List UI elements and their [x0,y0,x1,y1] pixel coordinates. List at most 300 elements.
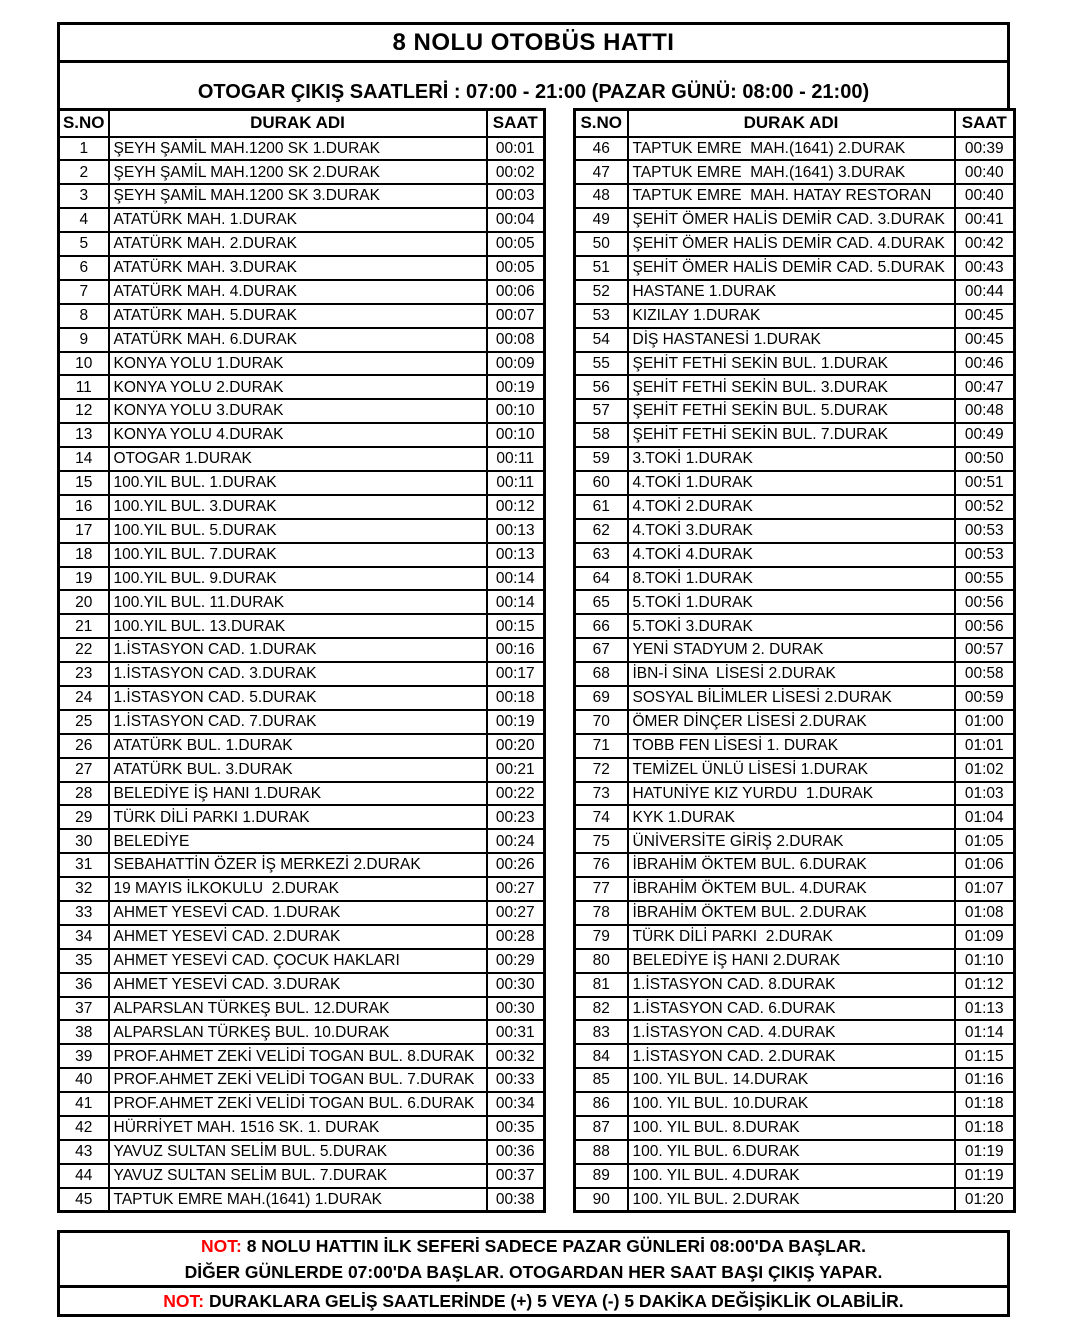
row-number-cell: 47 [575,160,628,184]
stop-name-cell: ATATÜRK BUL. 1.DURAK [109,734,487,758]
row-number-cell: 64 [575,567,628,591]
stop-name-cell: 100. YIL BUL. 2.DURAK [628,1188,955,1212]
row-number-cell: 38 [59,1020,109,1044]
stop-name-cell: 100.YIL BUL. 1.DURAK [109,471,487,495]
table-row [59,256,545,280]
time-cell: 00:16 [487,638,545,662]
time-cell: 00:11 [487,447,545,471]
time-cell: 00:39 [955,137,1015,161]
stop-name-cell: ATATÜRK MAH. 3.DURAK [109,256,487,280]
table-row [59,925,545,949]
stop-name-cell: 100.YIL BUL. 11.DURAK [109,590,487,614]
time-cell: 01:14 [955,1020,1015,1044]
stop-name-cell: TAPTUK EMRE MAH.(1641) 1.DURAK [109,1188,487,1212]
time-cell: 00:57 [955,638,1015,662]
time-cell: 00:03 [487,184,545,208]
time-cell: 01:19 [955,1140,1015,1164]
time-cell: 00:45 [955,328,1015,352]
table-row [575,925,1015,949]
row-number-cell: 83 [575,1020,628,1044]
stop-name-cell: 100.YIL BUL. 13.DURAK [109,614,487,638]
row-number-cell: 19 [59,567,109,591]
note-prefix: NOT: [201,1236,242,1257]
stop-name-cell: ATATÜRK MAH. 2.DURAK [109,232,487,256]
row-number-cell: 34 [59,925,109,949]
stop-name-cell: 8.TOKİ 1.DURAK [628,567,955,591]
time-cell: 00:12 [487,495,545,519]
row-number-cell: 3 [59,184,109,208]
row-number-cell: 59 [575,447,628,471]
time-cell: 00:30 [487,997,545,1021]
header-row [59,110,545,137]
stop-name-cell: KONYA YOLU 4.DURAK [109,423,487,447]
table-row [59,877,545,901]
row-number-cell: 33 [59,901,109,925]
time-cell: 01:19 [955,1164,1015,1188]
stop-name-cell: 19 MAYIS İLKOKULU 2.DURAK [109,877,487,901]
time-cell: 00:10 [487,423,545,447]
time-cell: 01:18 [955,1092,1015,1116]
table-row [59,590,545,614]
row-number-cell: 85 [575,1068,628,1092]
time-cell: 00:34 [487,1092,545,1116]
row-number-cell: 28 [59,782,109,806]
stop-name-cell: İBRAHİM ÖKTEM BUL. 6.DURAK [628,853,955,877]
stop-name-cell: 1.İSTASYON CAD. 1.DURAK [109,638,487,662]
stop-name-cell: HASTANE 1.DURAK [628,280,955,304]
time-cell: 00:56 [955,590,1015,614]
row-number-cell: 27 [59,758,109,782]
table-row [575,877,1015,901]
table-row [59,567,545,591]
stop-name-cell: PROF.AHMET ZEKİ VELİDİ TOGAN BUL. 6.DURAK [109,1092,487,1116]
table-row [59,399,545,423]
column-header-stop: DURAK ADI [628,110,955,137]
table-row [575,1164,1015,1188]
stop-name-cell: ŞEYH ŞAMİL MAH.1200 SK 2.DURAK [109,160,487,184]
row-number-cell: 35 [59,949,109,973]
row-number-cell: 37 [59,997,109,1021]
table-row [59,352,545,376]
row-number-cell: 8 [59,304,109,328]
stop-name-cell: ŞEYH ŞAMİL MAH.1200 SK 3.DURAK [109,184,487,208]
table-row [59,1020,545,1044]
stop-name-cell: ATATÜRK MAH. 5.DURAK [109,304,487,328]
time-cell: 00:46 [955,352,1015,376]
stop-name-cell: ALPARSLAN TÜRKEŞ BUL. 12.DURAK [109,997,487,1021]
stop-name-cell: AHMET YESEVİ CAD. 3.DURAK [109,973,487,997]
table-row [59,1068,545,1092]
table-row [59,1188,545,1212]
row-number-cell: 30 [59,829,109,853]
time-cell: 00:37 [487,1164,545,1188]
stop-name-cell: 100.YIL BUL. 9.DURAK [109,567,487,591]
time-cell: 00:42 [955,232,1015,256]
time-cell: 00:40 [955,184,1015,208]
row-number-cell: 74 [575,805,628,829]
row-number-cell: 11 [59,375,109,399]
table-row [575,614,1015,638]
table-row [59,447,545,471]
stop-name-cell: ŞEHİT FETHİ SEKİN BUL. 3.DURAK [628,375,955,399]
table-row [575,543,1015,567]
row-number-cell: 69 [575,686,628,710]
stop-name-cell: ALPARSLAN TÜRKEŞ BUL. 10.DURAK [109,1020,487,1044]
row-number-cell: 12 [59,399,109,423]
stop-name-cell: YAVUZ SULTAN SELİM BUL. 5.DURAK [109,1140,487,1164]
row-number-cell: 58 [575,423,628,447]
row-number-cell: 76 [575,853,628,877]
table-row [575,447,1015,471]
time-cell: 01:00 [955,710,1015,734]
row-number-cell: 48 [575,184,628,208]
table-row [575,256,1015,280]
time-cell: 01:10 [955,949,1015,973]
row-number-cell: 39 [59,1044,109,1068]
table-row [575,471,1015,495]
table-row [575,137,1015,161]
row-number-cell: 88 [575,1140,628,1164]
table-row [575,805,1015,829]
table-row [575,686,1015,710]
note-prefix: NOT: [163,1291,205,1312]
stop-name-cell: AHMET YESEVİ CAD. 1.DURAK [109,901,487,925]
row-number-cell: 44 [59,1164,109,1188]
table-row [575,160,1015,184]
row-number-cell: 36 [59,973,109,997]
time-cell: 00:55 [955,567,1015,591]
table-row [575,495,1015,519]
table-row [575,1116,1015,1140]
table-row [59,280,545,304]
stop-name-cell: PROF.AHMET ZEKİ VELİDİ TOGAN BUL. 7.DURAK [109,1068,487,1092]
time-cell: 00:56 [955,614,1015,638]
time-cell: 01:09 [955,925,1015,949]
stop-name-cell: SEBAHATTİN ÖZER İŞ MERKEZİ 2.DURAK [109,853,487,877]
table-row [59,949,545,973]
time-cell: 00:17 [487,662,545,686]
time-cell: 00:08 [487,328,545,352]
note-text: DURAKLARA GELİŞ SAATLERİNDE (+) 5 VEYA (-) 5 DAKİKA DEĞİŞİKLİK OLABİLİR. [204,1291,904,1312]
time-cell: 00:01 [487,137,545,161]
stop-name-cell: 1.İSTASYON CAD. 4.DURAK [628,1020,955,1044]
time-cell: 00:27 [487,877,545,901]
time-cell: 00:14 [487,590,545,614]
stop-name-cell: KONYA YOLU 1.DURAK [109,352,487,376]
time-cell: 00:15 [487,614,545,638]
stop-name-cell: 100. YIL BUL. 4.DURAK [628,1164,955,1188]
time-cell: 00:26 [487,853,545,877]
note-box-variation [57,1285,1010,1317]
row-number-cell: 52 [575,280,628,304]
table-row [575,519,1015,543]
stop-name-cell: ŞEHİT ÖMER HALİS DEMİR CAD. 3.DURAK [628,208,955,232]
stop-name-cell: 5.TOKİ 1.DURAK [628,590,955,614]
stop-name-cell: 1.İSTASYON CAD. 8.DURAK [628,973,955,997]
stop-name-cell: 100. YIL BUL. 8.DURAK [628,1116,955,1140]
stop-name-cell: 1.İSTASYON CAD. 2.DURAK [628,1044,955,1068]
table-row [575,423,1015,447]
stop-name-cell: ATATÜRK MAH. 6.DURAK [109,328,487,352]
stop-name-cell: PROF.AHMET ZEKİ VELİDİ TOGAN BUL. 8.DURAK [109,1044,487,1068]
stop-name-cell: TÜRK DİLİ PARKI 2.DURAK [628,925,955,949]
time-cell: 00:47 [955,375,1015,399]
stop-name-cell: ŞEHİT FETHİ SEKİN BUL. 5.DURAK [628,399,955,423]
row-number-cell: 42 [59,1116,109,1140]
table-row [59,973,545,997]
stop-name-cell: KIZILAY 1.DURAK [628,304,955,328]
note-box-schedule [57,1230,1010,1288]
row-number-cell: 51 [575,256,628,280]
note-line [60,1288,1007,1314]
time-cell: 00:52 [955,495,1015,519]
row-number-cell: 17 [59,519,109,543]
stop-name-cell: SOSYAL BİLİMLER LİSESİ 2.DURAK [628,686,955,710]
time-cell: 00:44 [955,280,1015,304]
time-cell: 00:33 [487,1068,545,1092]
column-header-time: SAAT [487,110,545,137]
row-number-cell: 61 [575,495,628,519]
row-number-cell: 75 [575,829,628,853]
table-row [575,208,1015,232]
time-cell: 01:07 [955,877,1015,901]
row-number-cell: 31 [59,853,109,877]
time-cell: 00:24 [487,829,545,853]
stop-name-cell: ATATÜRK MAH. 4.DURAK [109,280,487,304]
row-number-cell: 79 [575,925,628,949]
row-number-cell: 23 [59,662,109,686]
table-row [575,758,1015,782]
row-number-cell: 18 [59,543,109,567]
departure-hours-subtitle [57,63,1010,108]
time-cell: 00:14 [487,567,545,591]
table-row [59,901,545,925]
time-cell: 00:32 [487,1044,545,1068]
time-cell: 01:01 [955,734,1015,758]
table-row [59,710,545,734]
table-row [59,1116,545,1140]
time-cell: 00:45 [955,304,1015,328]
table-row [59,997,545,1021]
table-row [575,1020,1015,1044]
row-number-cell: 32 [59,877,109,901]
row-number-cell: 80 [575,949,628,973]
stop-name-cell: 100. YIL BUL. 6.DURAK [628,1140,955,1164]
row-number-cell: 40 [59,1068,109,1092]
stop-name-cell: 100.YIL BUL. 7.DURAK [109,543,487,567]
note-line [60,1233,1007,1259]
row-number-cell: 2 [59,160,109,184]
table-row [575,232,1015,256]
schedule-tables [57,108,1010,1213]
time-cell: 00:49 [955,423,1015,447]
table-row [575,1140,1015,1164]
table-row [59,782,545,806]
table-row [575,949,1015,973]
time-cell: 00:31 [487,1020,545,1044]
table-row [575,997,1015,1021]
row-number-cell: 57 [575,399,628,423]
table-row [59,1140,545,1164]
stop-name-cell: 100.YIL BUL. 5.DURAK [109,519,487,543]
table-row [575,1188,1015,1212]
time-cell: 00:21 [487,758,545,782]
table-row [575,638,1015,662]
table-row [59,304,545,328]
row-number-cell: 49 [575,208,628,232]
note-text: 8 NOLU HATTIN İLK SEFERİ SADECE PAZAR GÜNLERİ 08:00'DA BAŞLAR. [241,1236,866,1257]
table-row [575,328,1015,352]
time-cell: 01:18 [955,1116,1015,1140]
row-number-cell: 87 [575,1116,628,1140]
table-row [59,758,545,782]
row-number-cell: 65 [575,590,628,614]
table-row [59,1044,545,1068]
page-title [57,22,1010,63]
table-row [59,1164,545,1188]
row-number-cell: 21 [59,614,109,638]
table-row [575,901,1015,925]
row-number-cell: 53 [575,304,628,328]
stop-name-cell: TAPTUK EMRE MAH. HATAY RESTORAN [628,184,955,208]
time-cell: 01:08 [955,901,1015,925]
time-cell: 00:23 [487,805,545,829]
stop-name-cell: 100.YIL BUL. 3.DURAK [109,495,487,519]
row-number-cell: 16 [59,495,109,519]
stop-name-cell: YENİ STADYUM 2. DURAK [628,638,955,662]
table-row [59,853,545,877]
row-number-cell: 13 [59,423,109,447]
stop-name-cell: 4.TOKİ 2.DURAK [628,495,955,519]
table-row [575,1092,1015,1116]
table-row [575,973,1015,997]
stop-name-cell: ATATÜRK BUL. 3.DURAK [109,758,487,782]
stop-name-cell: ŞEHİT FETHİ SEKİN BUL. 7.DURAK [628,423,955,447]
row-number-cell: 1 [59,137,109,161]
row-number-cell: 7 [59,280,109,304]
stop-name-cell: ÜNİVERSİTE GİRİŞ 2.DURAK [628,829,955,853]
time-cell: 00:10 [487,399,545,423]
header-row [575,110,1015,137]
table-row [575,710,1015,734]
row-number-cell: 4 [59,208,109,232]
time-cell: 00:13 [487,543,545,567]
time-cell: 00:30 [487,973,545,997]
row-number-cell: 72 [575,758,628,782]
table-row [575,782,1015,806]
time-cell: 00:02 [487,160,545,184]
time-cell: 01:16 [955,1068,1015,1092]
row-number-cell: 50 [575,232,628,256]
row-number-cell: 77 [575,877,628,901]
time-cell: 01:03 [955,782,1015,806]
stop-name-cell: 4.TOKİ 1.DURAK [628,471,955,495]
row-number-cell: 15 [59,471,109,495]
table-row [59,208,545,232]
time-cell: 00:38 [487,1188,545,1212]
time-cell: 01:20 [955,1188,1015,1212]
table-row [59,137,545,161]
table-row [59,160,545,184]
stop-name-cell: ŞEHİT FETHİ SEKİN BUL. 1.DURAK [628,352,955,376]
time-cell: 00:05 [487,256,545,280]
table-row [575,1044,1015,1068]
stop-name-cell: ŞEYH ŞAMİL MAH.1200 SK 1.DURAK [109,137,487,161]
schedule-table-left [57,108,546,1213]
note-text: DİĞER GÜNLERDE 07:00'DA BAŞLAR. OTOGARDAN HER SAAT BAŞI ÇIKIŞ YAPAR. [184,1262,883,1283]
table-row [575,734,1015,758]
stop-name-cell: YAVUZ SULTAN SELİM BUL. 7.DURAK [109,1164,487,1188]
table-row [59,1092,545,1116]
table-row [59,471,545,495]
table-row [575,662,1015,686]
row-number-cell: 78 [575,901,628,925]
row-number-cell: 41 [59,1092,109,1116]
table-row [59,829,545,853]
stop-name-cell: TOBB FEN LİSESİ 1. DURAK [628,734,955,758]
time-cell: 01:04 [955,805,1015,829]
table-row [59,662,545,686]
table-row [59,614,545,638]
page-title-text: 8 NOLU OTOBÜS HATTI [392,28,675,56]
table-row [575,375,1015,399]
row-number-cell: 63 [575,543,628,567]
table-row [575,399,1015,423]
stop-name-cell: TEMİZEL ÜNLÜ LİSESİ 1.DURAK [628,758,955,782]
stop-name-cell: TAPTUK EMRE MAH.(1641) 3.DURAK [628,160,955,184]
column-header-time: SAAT [955,110,1015,137]
schedule-table-right [573,108,1016,1213]
column-header-sno: S.NO [575,110,628,137]
table-row [59,423,545,447]
row-number-cell: 82 [575,997,628,1021]
table-row [575,184,1015,208]
stop-name-cell: BELEDİYE [109,829,487,853]
stop-name-cell: ATATÜRK MAH. 1.DURAK [109,208,487,232]
stop-name-cell: AHMET YESEVİ CAD. 2.DURAK [109,925,487,949]
row-number-cell: 60 [575,471,628,495]
row-number-cell: 26 [59,734,109,758]
stop-name-cell: HÜRRİYET MAH. 1516 SK. 1. DURAK [109,1116,487,1140]
time-cell: 01:13 [955,997,1015,1021]
row-number-cell: 86 [575,1092,628,1116]
stop-name-cell: TÜRK DİLİ PARKI 1.DURAK [109,805,487,829]
row-number-cell: 68 [575,662,628,686]
stop-name-cell: İBRAHİM ÖKTEM BUL. 2.DURAK [628,901,955,925]
column-header-stop: DURAK ADI [109,110,487,137]
stop-name-cell: BELEDİYE İŞ HANI 1.DURAK [109,782,487,806]
time-cell: 00:28 [487,925,545,949]
table-row [59,232,545,256]
time-cell: 00:53 [955,543,1015,567]
time-cell: 00:35 [487,1116,545,1140]
row-number-cell: 73 [575,782,628,806]
time-cell: 00:59 [955,686,1015,710]
table-row [575,304,1015,328]
row-number-cell: 70 [575,710,628,734]
row-number-cell: 25 [59,710,109,734]
stop-name-cell: 1.İSTASYON CAD. 3.DURAK [109,662,487,686]
time-cell: 01:02 [955,758,1015,782]
table-row [59,184,545,208]
time-cell: 01:15 [955,1044,1015,1068]
time-cell: 01:05 [955,829,1015,853]
stop-name-cell: KONYA YOLU 2.DURAK [109,375,487,399]
stop-name-cell: KONYA YOLU 3.DURAK [109,399,487,423]
time-cell: 00:18 [487,686,545,710]
table-row [59,686,545,710]
row-number-cell: 62 [575,519,628,543]
